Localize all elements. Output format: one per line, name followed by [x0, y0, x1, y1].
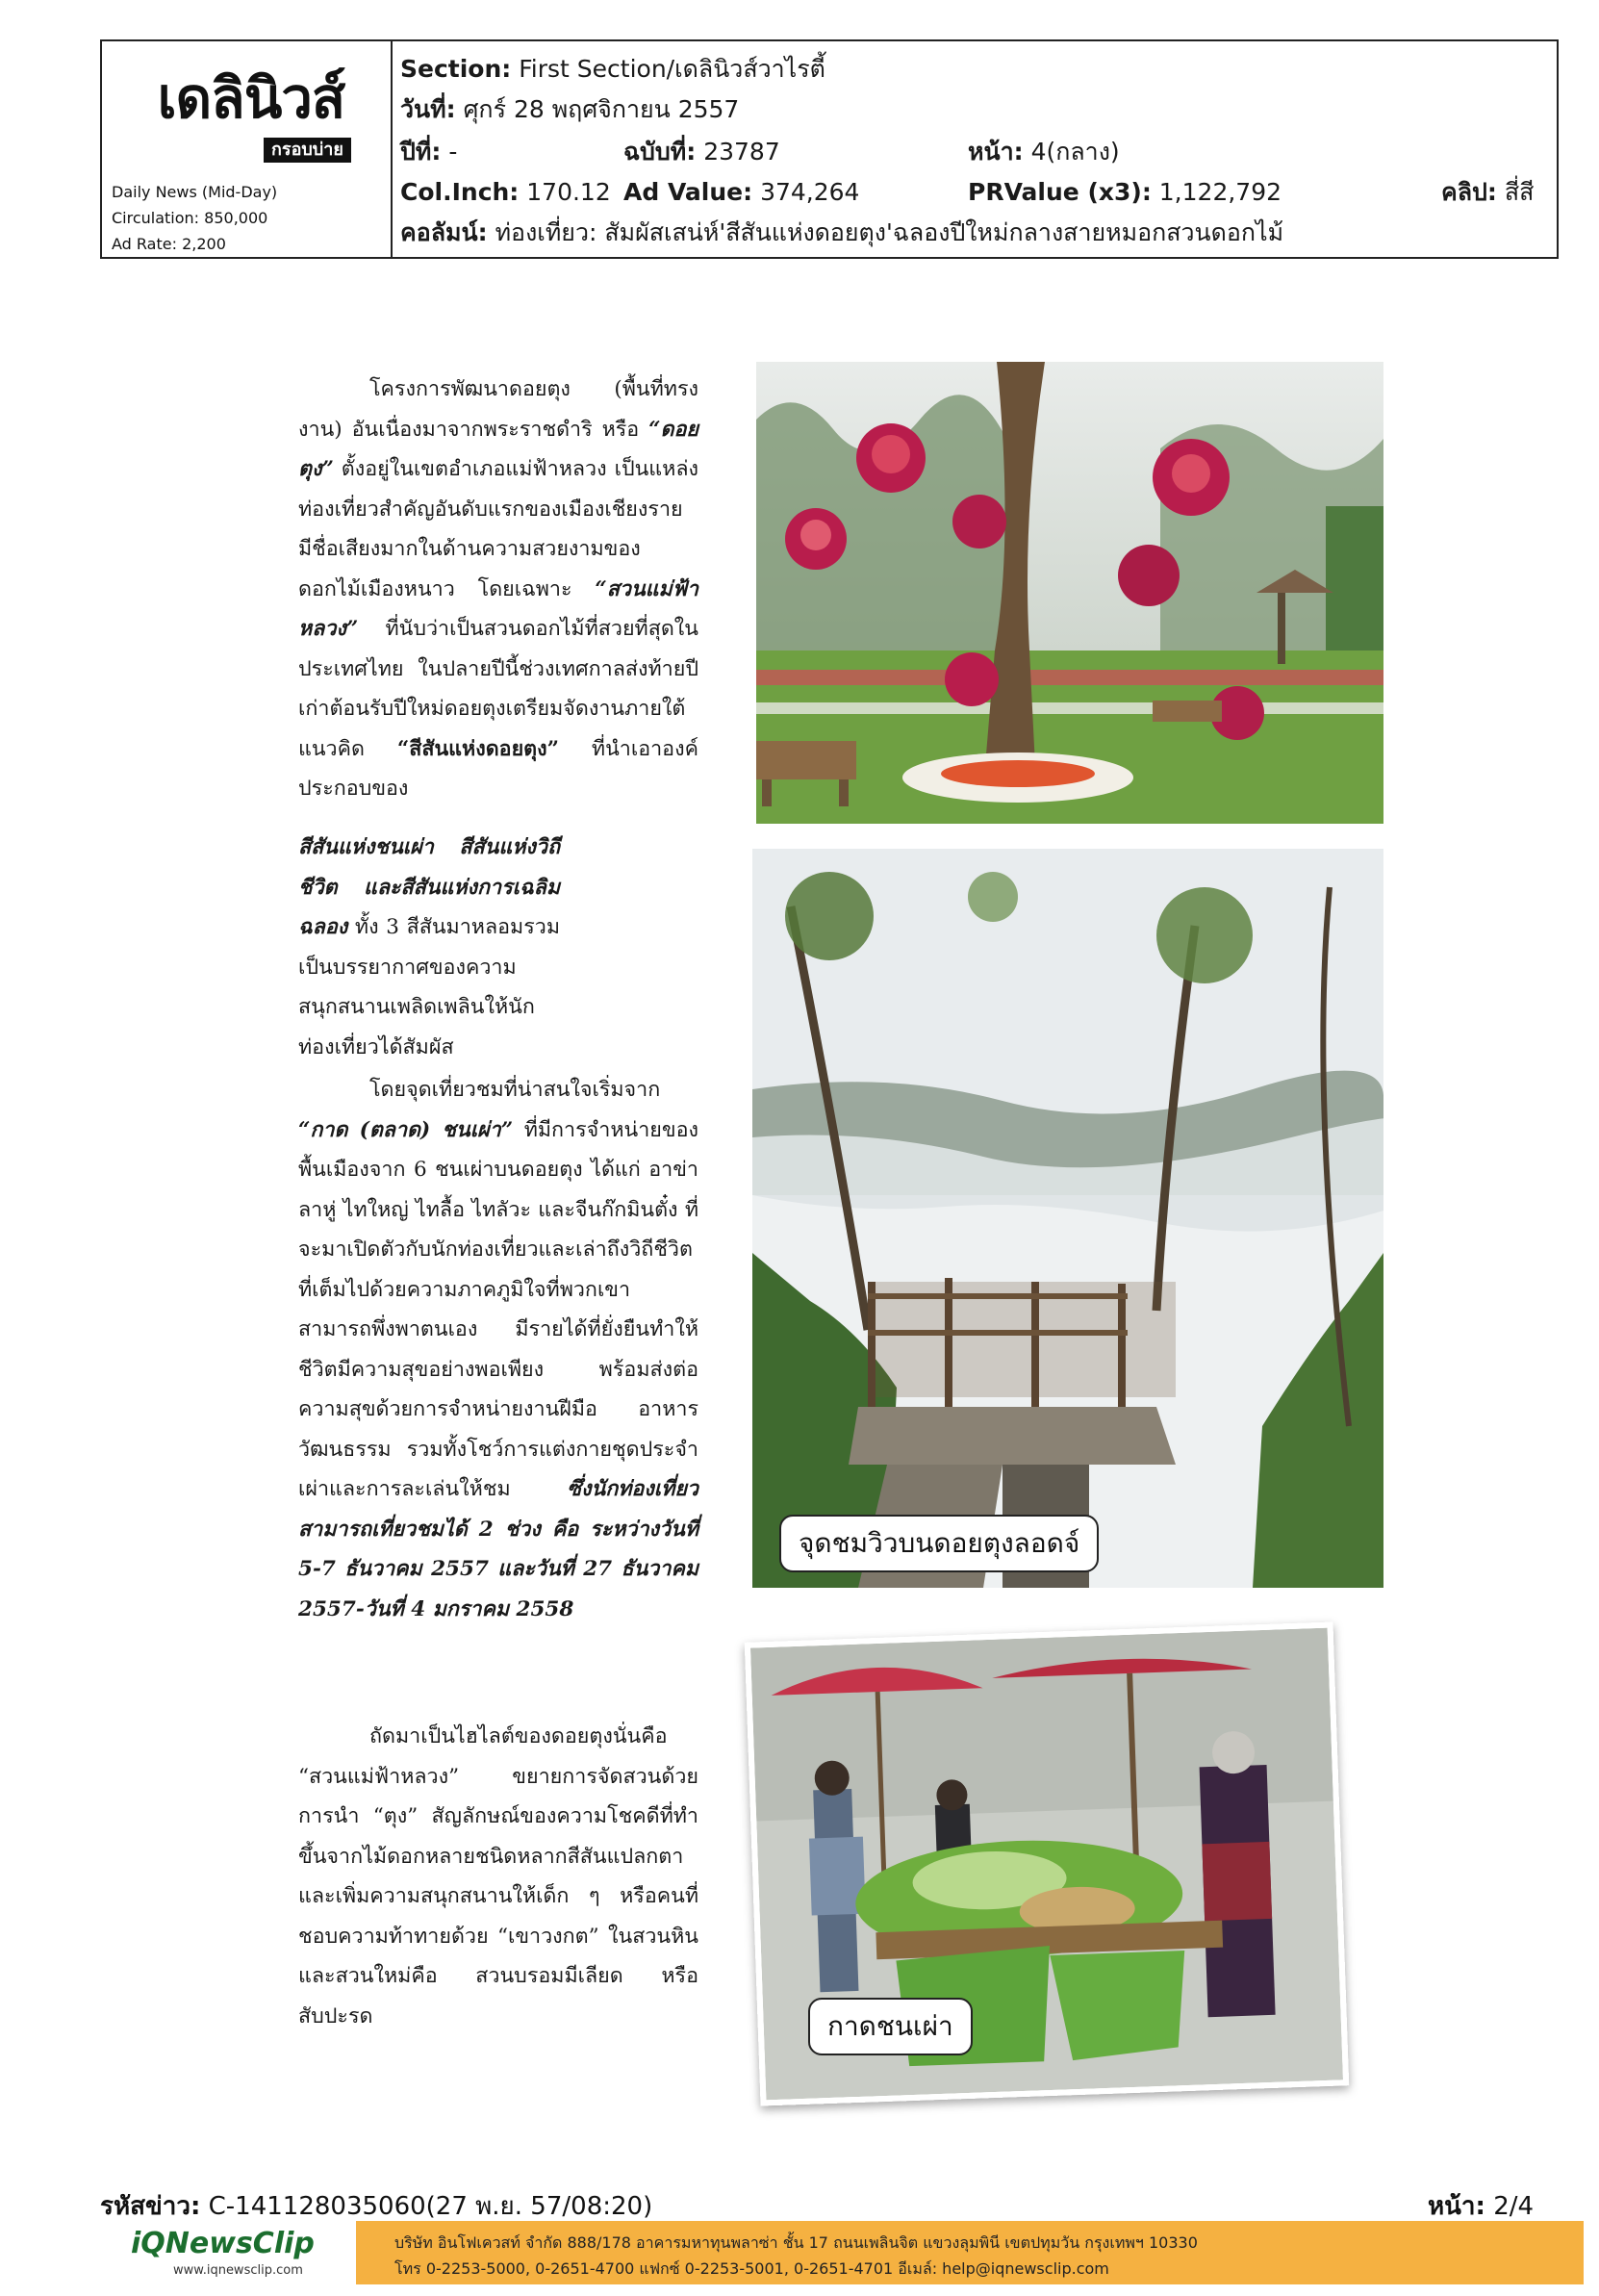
- section-row: Section: First Section/เดลินิวส์วาไรตี้: [400, 55, 825, 83]
- page-field: หน้า: 4(กลาง): [968, 138, 1120, 166]
- iqnewsclip-url: www.iqnewsclip.com: [173, 2263, 303, 2278]
- clip-metadata: [400, 41, 1557, 257]
- company-info-band: [356, 2221, 1584, 2284]
- article-column-top: [298, 370, 698, 809]
- garden-photo: [756, 362, 1383, 824]
- publication-block: [102, 41, 393, 257]
- circulation: Circulation: 850,000: [112, 209, 268, 227]
- news-code: รหัสข่าว: C-141128035060(27 พ.ย. 57/08:20): [100, 2192, 653, 2221]
- paragraph-1: โครงการพัฒนาดอยตุง (พื้นที่ทรงงาน) อันเนื่องมาจากพระราชดำริ หรือ “ดอยตุง” ตั้งอยู่ในเขตอำเภอแม่ฟ้าหลวง เป็นแหล่งท่องเที่ยวสำคัญอันดับแรกของเมืองเชียงราย มีชื่อเสียงมากในด้านความสวยงามของดอกไม้เมืองหนาว โดยเฉพาะ “สวนแม่ฟ้าหลวง” ที่นับว่าเป็นสวนดอกไม้ที่สวยที่สุดในประเทศไทย ในปลายปีนี้ช่วงเทศกาลส่งท้ายปีเก่าต้อนรับปีใหม่ดอยตุงเตรียมจัดงานภายใต้แนวคิด “สีสันแห่งดอยตุง” ที่นำเอาองค์ประกอบของ: [298, 377, 698, 801]
- viewpoint-caption: จุดชมวิวบนดอยตุงลอดจ์: [779, 1515, 1099, 1572]
- company-address: บริษัท อินโฟเควสท์ จำกัด 888/178 อาคารมหาทุนพลาซ่า ชั้น 17 ถนนเพลินจิต แขวงลุมพินี เขตปทุมวัน กรุงเทพฯ 10330: [394, 2233, 1198, 2252]
- year-field: ปีที่: -: [400, 138, 458, 166]
- iqnewsclip-logo: iQNewsClip: [131, 2227, 315, 2260]
- viewpoint-photo: [752, 849, 1383, 1588]
- paragraph-2: โดยจุดเที่ยวชมที่น่าสนใจเริ่มจาก “กาด (ตลาด) ชนเผ่า” ที่มีการจำหน่ายของพื้นเมืองจาก 6 ชนเผ่าบนดอยตุง ได้แก่ อาข่า ลาหู่ ไทใหญ่ ไทลื้อ ไทลัวะ และจีนก๊กมินตั๋ง ที่จะมาเปิดตัวกับนักท่องเที่ยวและเล่าถึงวิถีชีวิตที่เต็มไปด้วยความภาคภูมิใจที่พวกเขาสามารถพึ่งพาตนเอง มีรายได้ที่ยั่งยืนทำให้ชีวิตมีความสุขอย่างพอเพียง พร้อมส่งต่อความสุขด้วยการจำหน่ายงานฝีมือ อาหาร วัฒนธรรม รวมทั้งโชว์การแต่งกายชุดประจำเผ่าและการละเล่นให้ชม ซึ่งนักท่องเที่ยวสามารถเที่ยวชมได้ 2 ช่วง คือ ระหว่างวันที่ 5-7 ธันวาคม 2557 และวันที่ 27 ธันวาคม 2557-วันที่ 4 มกราคม 2558: [298, 1078, 698, 1621]
- article-column-narrow: [298, 828, 560, 1067]
- company-contact: โทร 0-2253-5000, 0-2651-4700 แฟกซ์ 0-2253-5001, 0-2651-4701 อีเมล์: help@iqnewsclip.com: [394, 2259, 1109, 2278]
- clip-header: [100, 39, 1559, 259]
- clip-field: คลิป: สี่สี: [1441, 178, 1535, 206]
- colinch-field: Col.Inch: 170.12: [400, 178, 611, 206]
- paper-name: Daily News (Mid-Day): [112, 183, 278, 201]
- date-row: วันที่: ศุกร์ 28 พฤศจิกายน 2557: [400, 95, 740, 123]
- market-caption: กาดชนเผ่า: [808, 1998, 973, 2055]
- paragraph-1-cont: สีสันแห่งชนเผ่า สีสันแห่งวิถีชีวิต และสีสันแห่งการเฉลิมฉลอง ทั้ง 3 สีสันมาหลอมรวมเป็นบรรยากาศของความสนุกสนานเพลิดเพลินให้นักท่องเที่ยวได้สัมผัส: [298, 835, 560, 1059]
- advalue-field: Ad Value: 374,264: [623, 178, 860, 206]
- prvalue-field: PRValue (x3): 1,122,792: [968, 178, 1282, 206]
- column-row: คอลัมน์: ท่องเที่ยว: สัมผัสเสน่ห์'สีสันแห่งดอยตุง'ฉลองปีใหม่กลางสายหมอกสวนดอกไม้: [400, 218, 1284, 246]
- dailynews-logo: เดลินิวส์: [157, 65, 345, 131]
- paragraph-3: ถัดมาเป็นไฮไลต์ของดอยตุงนั่นคือ “สวนแม่ฟ้าหลวง” ขยายการจัดสวนด้วยการนำ “ตุง” สัญลักษณ์ของความโชคดีที่ทำขึ้นจากไม้ดอกหลายชนิดหลากสีสันแปลกตา และเพิ่มความสนุกสนานให้เด็ก ๆ หรือคนที่ชอบความท้าทายด้วย “เขาวงกต” ในสวนหิน และสวนใหม่คือ สวนบรอมมีเลียด หรือสับปะรด: [298, 1724, 698, 2028]
- article-column-bottom: [298, 1717, 698, 2036]
- article-column-mid: [298, 1070, 698, 1629]
- issue-field: ฉบับที่: 23787: [623, 138, 780, 166]
- page-indicator: หน้า: 2/4: [1428, 2192, 1535, 2221]
- edition-badge: กรอบบ่าย: [264, 138, 351, 163]
- ad-rate: Ad Rate: 2,200: [112, 235, 226, 253]
